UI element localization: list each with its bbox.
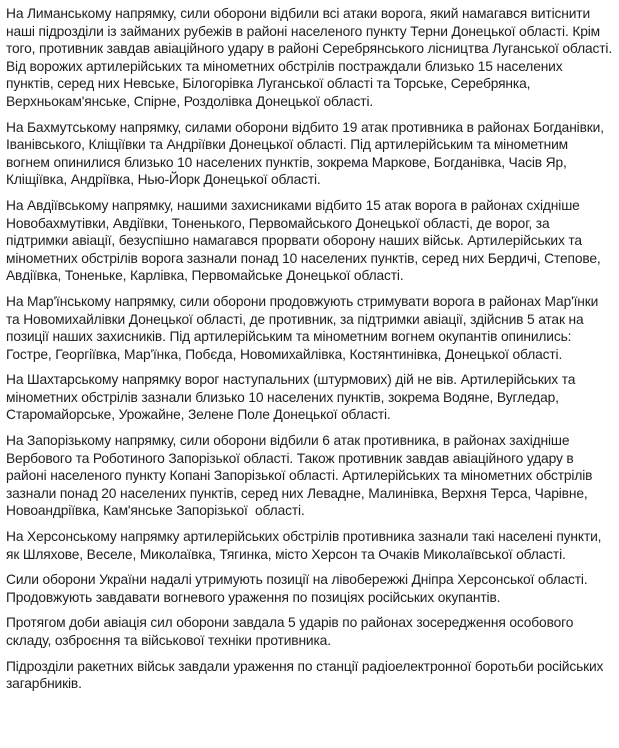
paragraph-lyman-direction: На Лиманському напрямку, сили оборони відбили всі атаки ворога, який намагався витіснити наші підрозділи із займаних рубежів в районі населеного пункту Терни Донецької області. Крім того, противник завдав авіаційного удару в районі Серебрянського лісництва Луганської області. Від ворожих артилерійських та мінометних обстрілів постраждали близько 15 населених пунктів, серед них Невське, Білогорівка Луганської області та Торське, Серебрянка, Верхньокам'янське, Спірне, Роздолівка Донецької області. <box>6 6 616 109</box>
paragraph-marinka-direction: На Мар'їнському напрямку, сили оборони продовжують стримувати ворога в районах Мар'їнки та Новомихайлівки Донецької області, де противник, за підтримки авіації, здійснив 5 атак на позиції наших захисників. Під артилерійським та мінометним вогнем окупантів опинились: Гостре, Георгіївка, Мар'їнка, Побєда, Новомихайлівка, Костянтинівка, Донецької області. <box>6 293 602 362</box>
paragraph-aviation-strikes: Протягом доби авіація сил оборони завдала 5 ударів по районах зосередження особового складу, озброєння та військової техніки противника. <box>6 615 577 648</box>
paragraph-zaporizhzhia-direction: На Запорізькому напрямку, сили оборони відбили 6 атак противника, в районах західніше Вербового та Роботиного Запорізької області. Також противник завдав авіаційного удару в районі населеного пункту Копані Запорізької області. Артилерійських та мінометних обстрілів зазнали понад 20 населених пунктів, серед них Левадне, Малинівка, Верхня Терса, Чарівне, Новоандріївка, Кам'янське Запорізької області. <box>6 433 597 519</box>
paragraph-dnipro-left-bank: Сили оборони України надалі утримують позиції на лівобережжі Дніпра Херсонської області. Продовжують завдавати вогневого ураження по позиціях російських окупантів. <box>6 572 592 605</box>
paragraph-kherson-direction: На Херсонському напрямку артилерійських обстрілів противника зазнали такі населені пункти, як Шляхове, Веселе, Миколаївка, Тягинка, місто Херсон та Очаків Миколаївської області. <box>6 529 606 562</box>
paragraph-missile-strikes: Підрозділи ракетних військ завдали ураження по станції радіоелектронної боротьби російських загарбників. <box>6 658 607 692</box>
paragraph-avdiivka-direction: На Авдіївському напрямку, нашими захисниками відбито 15 атак ворога в районах східніше Новобахмутівки, Авдіївки, Тоненького, Первомайського Донецької області, де ворог, за підтримки авіації, безуспішно намагався прорвати оборону наших військ. Артилерійських та мінометних обстрілів ворога зазнали понад 10 населених пунктів, серед них Бердичі, Степове, Авдіївка, Тоненьке, Карлівка, Первомайське Донецької області. <box>6 197 605 284</box>
paragraph-shakhtarske-direction: На Шахтарському напрямку ворог наступальних (штурмових) дій не вів. Артилерійських та мінометних обстрілів зазнали близько 10 населених пунктів, зокрема Водяне, Вугледар, Старомайорське, Урожайне, Зелене Поле Донецької області. <box>6 372 579 423</box>
paragraph-bakhmut-direction: На Бахмутському напрямку, силами оборони відбито 19 атак противника в районах Богданівки, Іванівського, Кліщіївки та Андріївки Донецької області. Під артилерійським та мінометним вогнем опинилися близько 10 населених пунктів, зокрема Маркове, Богданівка, Часів Яр, Кліщіївка, Андріївка, Нью-Йорк Донецької області. <box>6 119 608 188</box>
